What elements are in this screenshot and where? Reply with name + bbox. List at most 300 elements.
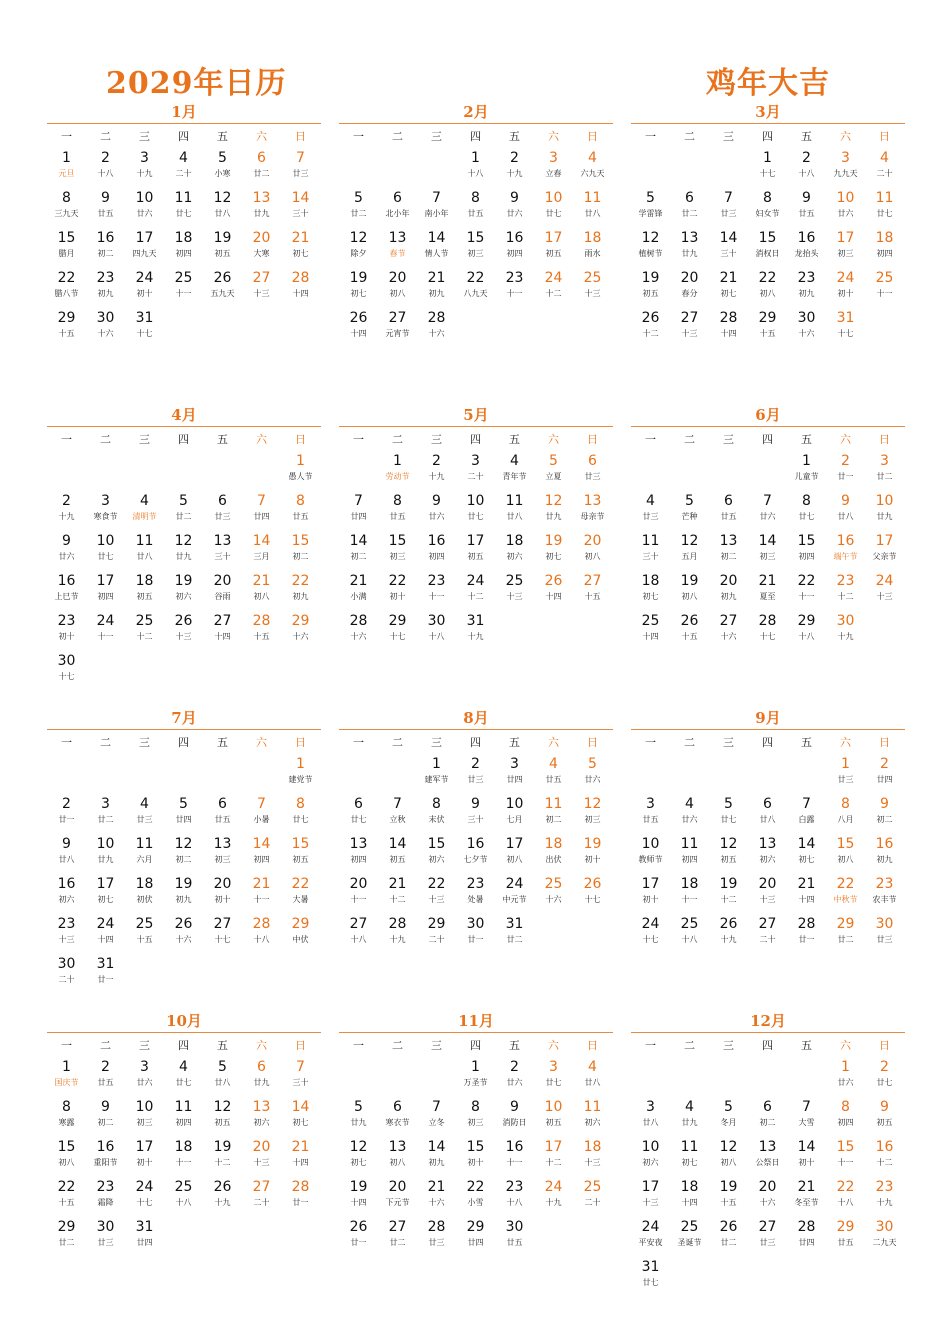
page-title: 2029年日历 [106,66,287,101]
day-cell [164,1058,203,1096]
day-cell [709,1138,748,1176]
day-cell [573,269,612,307]
day-number: 30 [57,653,76,669]
day-cell [242,915,281,953]
day-number: 17 [641,1179,660,1195]
day-cell [495,1218,534,1256]
day-number: 30 [96,310,115,326]
day-cell [534,1098,573,1136]
day-cell [709,572,748,610]
lunar-label: 廿四 [350,512,367,521]
lunar-label: 廿九 [545,512,562,521]
day-cell [787,452,826,490]
day-cell [456,1098,495,1136]
lunar-label: 初九 [720,592,737,601]
lunar-label: 二十 [876,169,893,178]
day-cell [631,835,670,873]
lunar-label: 十六 [97,329,114,338]
lunar-label: 廿五 [214,815,231,824]
day-cell [670,492,709,530]
weekday-header: 一 [645,1039,656,1052]
lunar-label: 学雷锋 [638,209,663,218]
lunar-label: 廿五 [798,209,815,218]
lunar-label: 廿七 [545,209,562,218]
weekday-header: 六 [548,130,559,143]
day-cell [242,269,281,307]
lunar-label: 十二 [545,1158,562,1167]
day-number: 4 [549,756,558,772]
lunar-label: 十八 [467,169,484,178]
lunar-label: 廿八 [584,1078,601,1087]
day-cell [47,955,86,993]
weekday-header: 一 [645,736,656,749]
day-cell [709,269,748,307]
lunar-label: 夏至 [759,592,776,601]
day-number: 18 [680,876,699,892]
lunar-label: 廿三 [720,209,737,218]
day-number: 22 [427,876,446,892]
day-cell [495,755,534,793]
day-cell [826,532,865,570]
day-cell [125,309,164,347]
day-cell [865,532,904,570]
day-cell [573,1138,612,1176]
day-number: 4 [646,493,655,509]
day-cell [670,229,709,267]
day-number: 7 [432,1099,441,1115]
lunar-label: 廿八 [214,209,231,218]
day-number: 20 [758,1179,777,1195]
lunar-label: 廿三 [467,775,484,784]
lunar-label: 廿七 [876,209,893,218]
weekday-header: 五 [801,736,812,749]
day-cell [456,795,495,833]
day-number: 2 [510,1059,519,1075]
month-block [631,103,905,403]
day-cell [787,1138,826,1176]
day-cell [378,532,417,570]
lunar-label: 中伏 [292,935,309,944]
day-cell [865,269,904,307]
weekday-header: 三 [431,433,442,446]
day-cell [242,875,281,913]
day-cell [47,875,86,913]
day-number: 6 [763,796,772,812]
lunar-label: 廿九 [97,855,114,864]
lunar-label: 十三 [58,935,75,944]
day-number: 31 [135,310,154,326]
day-number: 4 [588,150,597,166]
day-number: 30 [96,1219,115,1235]
weekday-header: 三 [723,433,734,446]
day-cell [378,189,417,227]
day-number: 3 [646,1099,655,1115]
day-number: 13 [213,836,232,852]
day-number: 28 [797,916,816,932]
lunar-label: 廿三 [97,1238,114,1247]
lunar-label: 十一 [681,895,698,904]
day-number: 19 [544,533,563,549]
lunar-label: 三十 [467,815,484,824]
day-cell [86,612,125,650]
day-cell [86,1138,125,1176]
lunar-label: 愚人节 [288,472,313,481]
day-cell [125,532,164,570]
day-number: 18 [875,230,894,246]
day-number: 22 [57,1179,76,1195]
lunar-label: 初七 [350,289,367,298]
day-number: 23 [57,613,76,629]
weekday-header: 三 [139,433,150,446]
day-cell [865,452,904,490]
day-cell [826,309,865,347]
day-number: 24 [875,573,894,589]
day-cell [86,1178,125,1216]
day-number: 5 [549,453,558,469]
day-number: 24 [544,1179,563,1195]
lunar-label: 处暑 [467,895,484,904]
lunar-label: 初十 [584,855,601,864]
weekday-header: 四 [178,130,189,143]
lunar-label: 初八 [253,592,270,601]
day-number: 26 [641,310,660,326]
day-number: 28 [388,916,407,932]
lunar-label: 廿一 [467,935,484,944]
day-number: 25 [544,876,563,892]
day-number: 21 [349,573,368,589]
day-cell [47,612,86,650]
day-cell [281,875,320,913]
day-cell [787,309,826,347]
day-number: 10 [135,1099,154,1115]
day-number: 13 [349,836,368,852]
day-number: 6 [393,190,402,206]
lunar-label: 十六 [720,632,737,641]
lunar-label: 廿五 [837,1238,854,1247]
day-number: 12 [583,796,602,812]
day-number: 10 [544,190,563,206]
lunar-label: 儿童节 [794,472,819,481]
day-number: 22 [836,1179,855,1195]
day-number: 8 [802,493,811,509]
lunar-label: 十五 [681,632,698,641]
lunar-label: 初二 [759,1118,776,1127]
lunar-label: 十二 [720,895,737,904]
lunar-label: 大暑 [292,895,309,904]
day-cell [281,269,320,307]
day-number: 13 [758,1139,777,1155]
day-number: 17 [641,876,660,892]
day-cell [378,1178,417,1216]
day-cell [865,755,904,793]
day-number: 27 [388,1219,407,1235]
day-number: 1 [432,756,441,772]
day-number: 31 [135,1219,154,1235]
day-cell [378,309,417,347]
lunar-label: 十九 [467,632,484,641]
day-number: 1 [841,756,850,772]
weekday-header: 四 [470,736,481,749]
day-cell [125,1178,164,1216]
weekday-header: 六 [256,1039,267,1052]
day-number: 23 [797,270,816,286]
weekday-header: 六 [840,736,851,749]
lunar-label: 消权日 [755,249,780,258]
day-number: 6 [763,1099,772,1115]
lunar-label: 初十 [642,895,659,904]
lunar-label: 廿七 [545,1078,562,1087]
lunar-label: 初六 [642,1158,659,1167]
day-number: 18 [135,876,154,892]
lunar-label: 十四 [681,1198,698,1207]
day-cell [125,1218,164,1256]
day-number: 12 [719,1139,738,1155]
day-number: 16 [875,836,894,852]
day-number: 15 [836,836,855,852]
day-number: 26 [213,1179,232,1195]
day-number: 7 [763,493,772,509]
day-number: 31 [641,1259,660,1275]
day-number: 28 [291,1179,310,1195]
day-number: 29 [758,310,777,326]
day-cell [826,189,865,227]
day-number: 14 [719,230,738,246]
month-title: 7月 [171,709,197,727]
day-cell [47,1218,86,1256]
lunar-label: 十四 [292,289,309,298]
lunar-label: 廿六 [681,815,698,824]
weekday-header: 二 [100,736,111,749]
lunar-label: 十一 [506,1158,523,1167]
lunar-label: 廿七 [350,815,367,824]
lunar-label: 初五 [136,592,153,601]
lunar-label: 白露 [798,815,815,824]
weekday-header: 日 [587,130,598,143]
lunar-label: 小暑 [253,815,270,824]
day-cell [86,492,125,530]
day-number: 11 [583,1099,602,1115]
day-cell [86,269,125,307]
month-block [631,709,905,1009]
day-cell [670,612,709,650]
day-cell [534,492,573,530]
day-number: 26 [213,270,232,286]
day-cell [203,875,242,913]
day-number: 8 [763,190,772,206]
weekday-header: 六 [840,1039,851,1052]
day-number: 21 [758,573,777,589]
day-cell [787,612,826,650]
day-cell [203,795,242,833]
day-number: 15 [466,230,485,246]
lunar-label: 廿六 [584,775,601,784]
lunar-label: 初三 [584,815,601,824]
day-cell [748,492,787,530]
lunar-label: 八九天 [463,289,488,298]
day-cell [787,835,826,873]
day-cell [47,795,86,833]
day-number: 17 [544,230,563,246]
day-cell [573,875,612,913]
day-number: 14 [797,836,816,852]
lunar-label: 十九 [720,935,737,944]
lunar-label: 初五 [545,1118,562,1127]
lunar-label: 南小年 [424,209,449,218]
lunar-label: 廿二 [876,472,893,481]
day-number: 16 [96,1139,115,1155]
day-cell [709,835,748,873]
day-number: 19 [719,1179,738,1195]
day-number: 20 [388,1179,407,1195]
lunar-label: 廿三 [136,815,153,824]
day-number: 6 [257,1059,266,1075]
lunar-label: 建军节 [424,775,449,784]
day-number: 27 [349,916,368,932]
day-number: 7 [802,1099,811,1115]
weekday-header: 六 [840,130,851,143]
day-number: 15 [427,836,446,852]
day-number: 17 [135,230,154,246]
day-cell [378,452,417,490]
day-number: 3 [101,796,110,812]
day-cell [631,189,670,227]
lunar-label: 初三 [214,855,231,864]
day-number: 12 [213,190,232,206]
weekday-header: 一 [353,433,364,446]
day-number: 29 [291,613,310,629]
day-number: 8 [296,493,305,509]
day-number: 8 [841,796,850,812]
day-cell [417,795,456,833]
day-cell [242,835,281,873]
day-number: 28 [291,270,310,286]
day-number: 7 [296,1059,305,1075]
weekday-header: 一 [645,130,656,143]
weekday-header: 二 [100,130,111,143]
day-cell [787,492,826,530]
day-number: 1 [841,1059,850,1075]
lunar-label: 廿八 [136,552,153,561]
lunar-label: 初五 [642,289,659,298]
day-number: 29 [466,1219,485,1235]
day-number: 28 [427,1219,446,1235]
lunar-label: 十七 [759,169,776,178]
lunar-label: 十八 [798,169,815,178]
day-cell [495,835,534,873]
lunar-label: 小满 [350,592,367,601]
day-cell [787,572,826,610]
day-number: 14 [252,836,271,852]
lunar-label: 十一 [350,895,367,904]
day-number: 3 [471,453,480,469]
day-number: 28 [252,916,271,932]
day-number: 16 [875,1139,894,1155]
day-cell [865,1218,904,1256]
day-number: 16 [505,1139,524,1155]
day-number: 24 [135,1179,154,1195]
lunar-label: 初九 [428,289,445,298]
day-cell [709,795,748,833]
lunar-label: 廿五 [97,209,114,218]
day-number: 22 [466,270,485,286]
day-number: 17 [875,533,894,549]
lunar-label: 初十 [58,632,75,641]
lunar-label: 廿九 [681,249,698,258]
lunar-label: 二十 [58,975,75,984]
day-number: 30 [875,916,894,932]
day-cell [125,1098,164,1136]
day-number: 3 [841,150,850,166]
day-cell [670,532,709,570]
lunar-label: 十六 [545,895,562,904]
day-number: 21 [252,573,271,589]
day-number: 8 [471,190,480,206]
day-cell [748,269,787,307]
day-cell [456,452,495,490]
day-number: 8 [432,796,441,812]
day-cell [534,532,573,570]
lunar-label: 立冬 [428,1118,445,1127]
lunar-label: 十三 [506,592,523,601]
day-cell [748,532,787,570]
lunar-label: 初八 [389,289,406,298]
month-title: 6月 [755,406,781,424]
lunar-label: 十六 [759,1198,776,1207]
day-cell [534,835,573,873]
day-number: 31 [96,956,115,972]
lunar-label: 三十 [214,552,231,561]
lunar-label: 廿二 [350,209,367,218]
lunar-label: 初十 [389,592,406,601]
day-cell [865,189,904,227]
day-number: 6 [685,190,694,206]
day-number: 15 [797,533,816,549]
weekday-header: 五 [801,433,812,446]
day-cell [534,795,573,833]
day-number: 19 [719,876,738,892]
lunar-label: 十八 [97,169,114,178]
lunar-label: 廿二 [97,815,114,824]
day-number: 27 [213,613,232,629]
lunar-label: 廿六 [58,552,75,561]
day-cell [378,612,417,650]
lunar-label: 廿五 [642,815,659,824]
day-cell [417,269,456,307]
day-number: 15 [57,1139,76,1155]
day-cell [787,915,826,953]
day-number: 9 [432,493,441,509]
day-number: 2 [471,756,480,772]
weekday-header: 日 [295,130,306,143]
lunar-label: 十五 [584,592,601,601]
lunar-label: 廿二 [837,935,854,944]
day-cell [281,149,320,187]
lunar-label: 初七 [681,1158,698,1167]
lunar-label: 初九 [876,855,893,864]
day-cell [125,835,164,873]
month-block [47,709,321,1009]
day-cell [378,572,417,610]
day-cell [339,875,378,913]
day-number: 29 [836,1219,855,1235]
lunar-label: 廿三 [214,512,231,521]
day-number: 24 [96,613,115,629]
lunar-label: 十一 [798,592,815,601]
lunar-label: 初四 [876,249,893,258]
day-number: 21 [388,876,407,892]
lunar-label: 初八 [58,1158,75,1167]
lunar-label: 十八 [681,935,698,944]
